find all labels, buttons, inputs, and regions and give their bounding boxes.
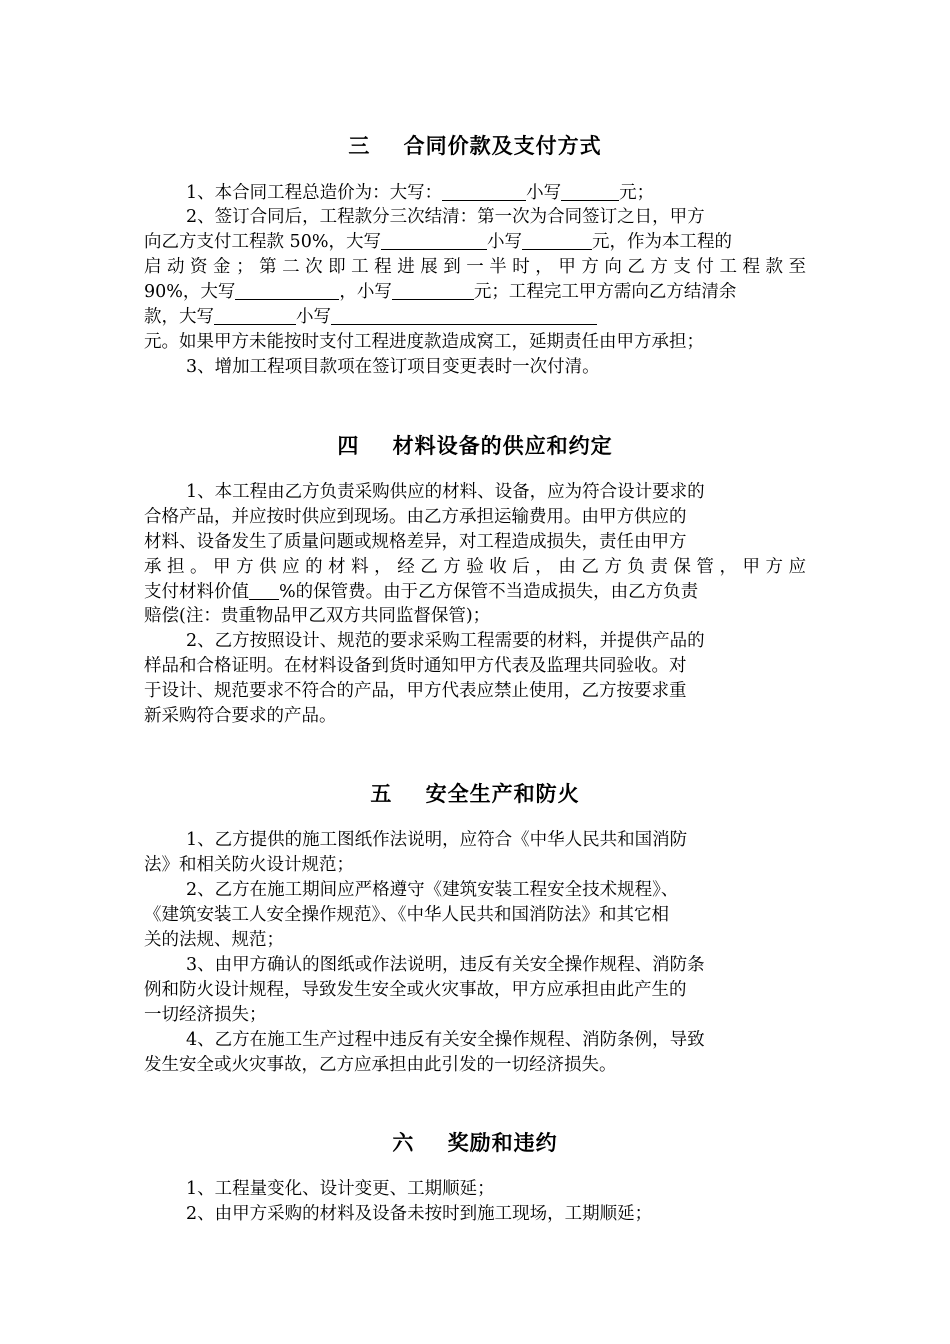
paragraph-line: 样品和合格证明。在材料设备到货时通知甲方代表及监理共同验收。对 <box>144 656 687 676</box>
blank-field <box>214 305 296 325</box>
paragraph-line: 1、乙方提供的施工图纸作法说明，应符合《中华人民共和国消防 <box>186 830 688 850</box>
blank-field <box>442 181 526 201</box>
paragraph-line: 赔偿(注：贵重物品甲乙双方共同监督保管)； <box>144 606 491 626</box>
paragraph-line: 2、乙方在施工期间应严格遵守《建筑安装工程安全技术规程》、 <box>186 880 679 900</box>
paragraph-line: 启动资金；第二次即工程进展到一半时，甲方向乙方支付工程款至 <box>144 257 806 277</box>
paragraph-line: 一切经济损失； <box>144 1005 267 1025</box>
paragraph-line: 法》和相关防火设计规范； <box>144 855 354 875</box>
paragraph-line: 90%，大写 ，小写 元；工程完工甲方需向乙方结清余 <box>144 282 737 302</box>
paragraph-line: 2、签订合同后，工程款分三次结清：第一次为合同签订之日，甲方 <box>186 207 705 227</box>
paragraph-line: 2、乙方按照设计、规范的要求采购工程需要的材料，并提供产品的 <box>186 631 705 651</box>
paragraph-line: 1、工程量变化、设计变更、工期顺延； <box>186 1179 495 1199</box>
paragraph-line: 新采购符合要求的产品。 <box>144 706 337 726</box>
paragraph-line: 支付材料价值 %的保管费。由于乙方保管不当造成损失，由乙方负责 <box>144 582 699 602</box>
paragraph-line: 于设计、规范要求不符合的产品，甲方代表应禁止使用，乙方按要求重 <box>144 681 687 701</box>
paragraph-line: 4、乙方在施工生产过程中违反有关安全操作规程、消防条例，导致 <box>186 1030 705 1050</box>
blank-field <box>331 305 597 325</box>
paragraph-line: 1、本合同工程总造价为：大写： 小写 元； <box>186 183 655 203</box>
paragraph-line: 关的法规、规范； <box>144 930 284 950</box>
blank-field <box>522 230 592 250</box>
paragraph-line: 2、由甲方采购的材料及设备未按时到施工现场，工期顺延； <box>186 1204 653 1224</box>
blank-field <box>392 280 474 300</box>
paragraph-line: 《建筑安装工人安全操作规范》、《中华人民共和国消防法》和其它相 <box>144 905 669 925</box>
blank-field <box>235 280 339 300</box>
section-title-materials: 四 材料设备的供应和约定 <box>337 434 613 458</box>
paragraph-line: 承担。甲方供应的材料，经乙方验收后，由乙方负责保管，甲方应 <box>144 557 806 577</box>
paragraph-line: 3、由甲方确认的图纸或作法说明，违反有关安全操作规程、消防条 <box>186 955 705 975</box>
section-title-safety: 五 安全生产和防火 <box>370 782 580 806</box>
blank-field <box>249 580 279 600</box>
paragraph-line: 例和防火设计规程，导致发生安全或火灾事故，甲方应承担由此产生的 <box>144 980 687 1000</box>
paragraph-line: 向乙方支付工程款 50%，大写 小写 元，作为本工程的 <box>144 232 732 252</box>
blank-field <box>561 181 619 201</box>
paragraph-line: 发生安全或火灾事故，乙方应承担由此引发的一切经济损失。 <box>144 1055 617 1075</box>
paragraph-line: 元。如果甲方未能按时支付工程进度款造成窝工，延期责任由甲方承担； <box>144 332 704 352</box>
paragraph-line: 3、增加工程项目款项在签订项目变更表时一次付清。 <box>186 357 600 377</box>
paragraph-line: 款，大写 小写 <box>144 305 597 329</box>
paragraph-line: 合格产品，并应按时供应到现场。由乙方承担运输费用。由甲方供应的 <box>144 507 687 527</box>
paragraph-line: 1、本工程由乙方负责采购供应的材料、设备，应为符合设计要求的 <box>186 482 705 502</box>
paragraph-line: 材料、设备发生了质量问题或规格差异，对工程造成损失，责任由甲方 <box>144 532 687 552</box>
section-title-rewards: 六 奖励和违约 <box>392 1131 558 1155</box>
section-title-payment: 三 合同价款及支付方式 <box>348 134 602 158</box>
blank-field <box>381 230 487 250</box>
